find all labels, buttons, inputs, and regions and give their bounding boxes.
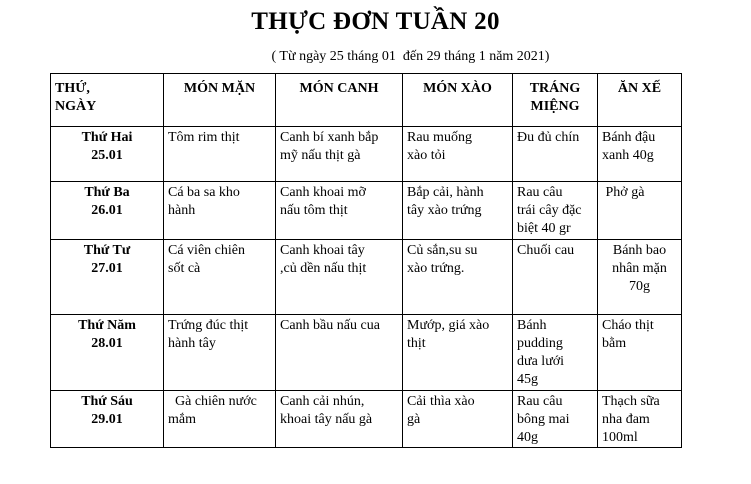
stir-fry-cell: Củ sắn,su su xào trứng. (403, 240, 513, 315)
table-row (51, 182, 682, 240)
snack-cell: Cháo thịt bằm (598, 315, 682, 391)
day-cell: Thứ Hai 25.01 (51, 127, 164, 182)
soup-cell: Canh khoai mỡ nấu tôm thịt (276, 182, 403, 240)
page-title: THỰC ĐƠN TUẦN 20 (251, 8, 500, 35)
header-day: THỨ, NGÀY (51, 74, 164, 127)
table-header-row (51, 74, 682, 127)
stir-fry-cell: Rau muống xào tỏi (403, 127, 513, 182)
weekly-menu-table (50, 73, 682, 448)
main-dish-cell: Gà chiên nước mắm (164, 391, 276, 448)
dessert-cell: Bánh pudding dưa lưới 45g (513, 315, 598, 391)
day-cell: Thứ Năm 28.01 (51, 315, 164, 391)
main-dish-cell: Cá viên chiên sốt cà (164, 240, 276, 315)
stir-fry-cell: Cải thìa xào gà (403, 391, 513, 448)
dessert-cell: Đu đủ chín (513, 127, 598, 182)
day-cell: Thứ Tư 27.01 (51, 240, 164, 315)
day-cell: Thứ Sáu 29.01 (51, 391, 164, 448)
table-row (51, 315, 682, 391)
soup-cell: Canh bí xanh bắp mỹ nấu thịt gà (276, 127, 403, 182)
header-main-dish: MÓN MẶN (164, 74, 276, 127)
table-row (51, 127, 682, 182)
soup-cell: Canh cải nhún, khoai tây nấu gà (276, 391, 403, 448)
main-dish-cell: Cá ba sa kho hành (164, 182, 276, 240)
dessert-cell: Rau câu trái cây đặc biệt 40 gr (513, 182, 598, 240)
header-soup: MÓN CANH (276, 74, 403, 127)
snack-cell: Phở gà (598, 182, 682, 240)
soup-cell: Canh bầu nấu cua (276, 315, 403, 391)
soup-cell: Canh khoai tây ,củ dền nấu thịt (276, 240, 403, 315)
header-snack: ĂN XẾ (598, 74, 682, 127)
stir-fry-cell: Mướp, giá xào thịt (403, 315, 513, 391)
stir-fry-cell: Bắp cải, hành tây xào trứng (403, 182, 513, 240)
snack-cell: Bánh bao nhân mặn 70g (598, 240, 682, 315)
snack-cell: Thạch sữa nha đam 100ml (598, 391, 682, 448)
dessert-cell: Chuối cau (513, 240, 598, 315)
header-dessert: TRÁNG MIỆNG (513, 74, 598, 127)
table-row (51, 240, 682, 315)
main-dish-cell: Tôm rim thịt (164, 127, 276, 182)
main-dish-cell: Trứng đúc thịt hành tây (164, 315, 276, 391)
header-stir-fry: MÓN XÀO (403, 74, 513, 127)
dessert-cell: Rau câu bông mai 40g (513, 391, 598, 448)
snack-cell: Bánh đậu xanh 40g (598, 127, 682, 182)
date-range-subtitle: ( Từ ngày 25 tháng 01 đến 29 tháng 1 năm 2021) (271, 49, 550, 64)
table-row (51, 391, 682, 448)
day-cell: Thứ Ba 26.01 (51, 182, 164, 240)
